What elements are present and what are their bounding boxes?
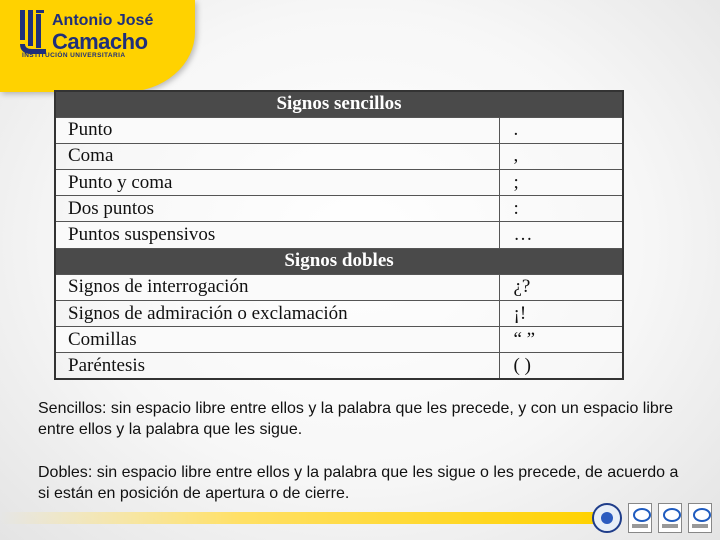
footer-badges [592,498,712,538]
sign-symbol: “ ” [499,327,623,353]
logo-text-line1: Antonio José [52,12,154,29]
certification-badge-icon [628,503,652,533]
certification-badge-icon [658,503,682,533]
sign-symbol: … [499,222,623,248]
logo-emblem-icon [20,10,50,56]
sign-name: Puntos suspensivos [55,222,499,248]
paragraph-double-signs [38,462,688,504]
certification-badge-icon [688,503,712,533]
sign-symbol: . [499,117,623,143]
table-row [55,274,623,300]
sign-name: Signos de admiración o exclamación [55,301,499,327]
term-simple: Sencillos [38,400,103,417]
sign-symbol: , [499,143,623,169]
table-row [55,222,623,248]
footer-accent-bar [0,512,600,524]
logo-text-line3: INSTITUCIÓN UNIVERSITARIA [22,52,126,59]
sign-symbol: ; [499,170,623,196]
accreditation-seal-icon [592,503,622,533]
sign-symbol: ¡! [499,301,623,327]
sign-symbol: ( ) [499,353,623,379]
definition-double: : sin espacio libre entre ellos y la palabra que les sigue o les precede, de acuerdo a si están en posición de apertura o de cierre. [38,464,679,502]
sign-name: Dos puntos [55,196,499,222]
table-row [55,327,623,353]
section-header-double: Signos dobles [55,248,623,274]
sign-name: Comillas [55,327,499,353]
definition-simple: : sin espacio libre entre ellos y la palabra que les precede, y con un espacio libre entre ellos y la palabra que les sigue. [38,400,674,438]
section-header-simple: Signos sencillos [55,91,623,117]
section-header-row [55,248,623,274]
table-row [55,170,623,196]
sign-name: Signos de interrogación [55,274,499,300]
logo-text-line2: Camacho [52,29,148,54]
table-row [55,196,623,222]
table-row [55,143,623,169]
table-row [55,353,623,379]
sign-name: Coma [55,143,499,169]
term-double: Dobles [38,464,88,481]
sign-symbol: : [499,196,623,222]
punctuation-table [54,90,624,380]
section-header-row [55,91,623,117]
sign-name: Punto [55,117,499,143]
institution-logo [0,0,195,92]
sign-symbol: ¿? [499,274,623,300]
sign-name: Paréntesis [55,353,499,379]
table-row [55,117,623,143]
sign-name: Punto y coma [55,170,499,196]
table-row [55,301,623,327]
paragraph-simple-signs [38,398,688,440]
